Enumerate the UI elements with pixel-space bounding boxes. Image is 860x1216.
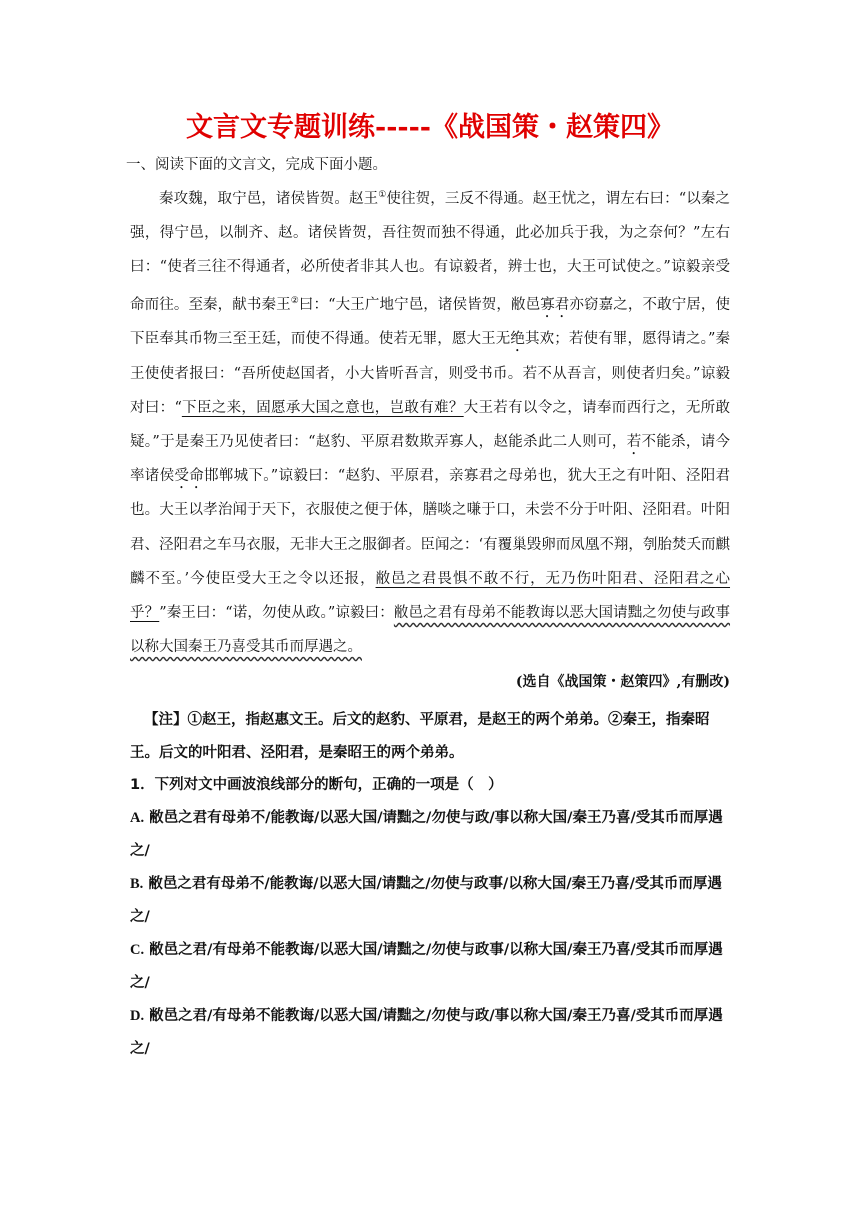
option-c[interactable] — [130, 934, 730, 1000]
dotted-word: 绝 — [510, 331, 526, 348]
option-label: B. — [130, 875, 144, 892]
passage-segment: 亦窃嘉之，不敢宁居，使下臣奉其币物三至王廷，而使不得通。使若无罪，愿大王无 — [130, 297, 731, 348]
question-stem: 1．下列对文中画波浪线部分的断句，正确的一项是（ ） — [130, 776, 503, 793]
passage-source: (选自《战国策・赵策四》,有删改) — [515, 673, 730, 690]
document-page — [126, 108, 731, 1066]
passage-segment: 使往贺，三反不得通。赵王忧之，谓左右曰：“以秦之强，得宁邑，以制齐、赵。诸侯皆贺，吾往贺而独不得通，此必加兵于我，为之奈何？”左右曰：“使者三往不得通者，必所使者非其人也。有谅毅者，辨士也，大王可试使之。”谅毅亲受命而往。至秦，献书秦王 — [130, 190, 730, 314]
annotation-note: 【注】①赵王，指赵惠文王。后文的赵豹、平原君，是赵王的两个弟弟。②秦王，指秦昭王。后文的叶阳君、泾阳君，是秦昭王的两个弟弟。 — [130, 710, 710, 761]
option-d[interactable] — [130, 1000, 730, 1066]
option-label: C. — [130, 941, 145, 958]
option-b[interactable] — [130, 868, 730, 934]
passage-segment: ”秦王曰：“诺，勿使从政。”谅毅曰： — [159, 605, 394, 622]
passage-segment: 秦攻魏，取宁邑，诸侯皆贺。赵王 — [159, 190, 379, 207]
dotted-word: 寡君 — [540, 297, 570, 314]
option-a[interactable] — [130, 802, 730, 868]
option-text: 敝邑之君/有母弟不能教诲/以恶大国/请黜之/勿使与政事/以称大国/秦王乃喜/受其币而厚遇之/ — [130, 941, 723, 991]
option-label: A. — [130, 809, 145, 826]
footnote-marker: ① — [378, 190, 387, 200]
option-text: 敝邑之君/有母弟不能教诲/以恶大国/请黜之/勿使与政/事以称大国/秦王乃喜/受其币而厚遇之/ — [130, 1007, 723, 1057]
underlined-sentence: 敝邑之君畏惧不敢不行，无乃伤叶阳君、泾阳君之心乎？ — [130, 570, 731, 622]
dotted-word: 受命 — [174, 468, 205, 485]
passage-segment: 曰：“大王广地宁邑，诸侯皆贺，敝邑 — [298, 297, 541, 314]
answer-options — [130, 802, 730, 1066]
footnote-marker: ② — [290, 296, 299, 307]
option-label: D. — [130, 1007, 145, 1024]
passage-text — [130, 178, 730, 665]
option-text: 敝邑之君有母弟不/能教诲/以恶大国/请黜之/勿使与政事/以称大国/秦王乃喜/受其币而厚遇之/ — [130, 875, 722, 925]
passage-segment: 邯郸城下。”谅毅曰：“赵豹、平原君，亲寡君之母弟也，犹大王之有叶阳、泾阳君也。大王以孝治闻于天下，衣服使之便于体，膳啖之嗛于口，未尝不分于叶阳、泾阳君。叶阳君、泾阳君之车马衣服，无非大王之服御者。臣闻之：‘有覆巢毁卵而凤凰不翔，刳胎焚夭而麒麟不至。’今使臣受大王之令以还报， — [130, 468, 731, 587]
section-heading: 一、阅读下面的文言文，完成下面小题。 — [126, 157, 387, 173]
passage-segment: 不能杀，请今率诸侯 — [130, 434, 731, 485]
option-text: 敝邑之君有母弟不/能教诲/以恶大国/请黜之/勿使与政/事以称大国/秦王乃喜/受其币而厚遇之/ — [130, 809, 723, 859]
passage-segment: 其欢；若使有罪，愿得请之。”秦王使使者报曰：“吾所使赵国者，小大皆听吾言，则受书币。若不从吾言，则使者归矣。”谅毅对曰：“ — [130, 331, 731, 416]
page-title: 文言文专题训练-----《战国策・赵策四》 — [185, 112, 675, 143]
passage-segment: 大王若有以令之，请奉而西行之，无所敢疑。”于是秦王乃见使者曰：“赵豹、平原君数欺弄寡人，赵能杀此二人则可， — [130, 399, 731, 451]
underlined-sentence: 下臣之来，固愿承大国之意也，岂敢有难？ — [181, 399, 464, 416]
wavy-underlined-sentence: 敝邑之君有母弟不能教诲以恶大国请黜之勿使与政事以称大国秦王乃喜受其币而厚遇之。 — [130, 605, 731, 656]
dotted-word: 若 — [626, 434, 642, 451]
